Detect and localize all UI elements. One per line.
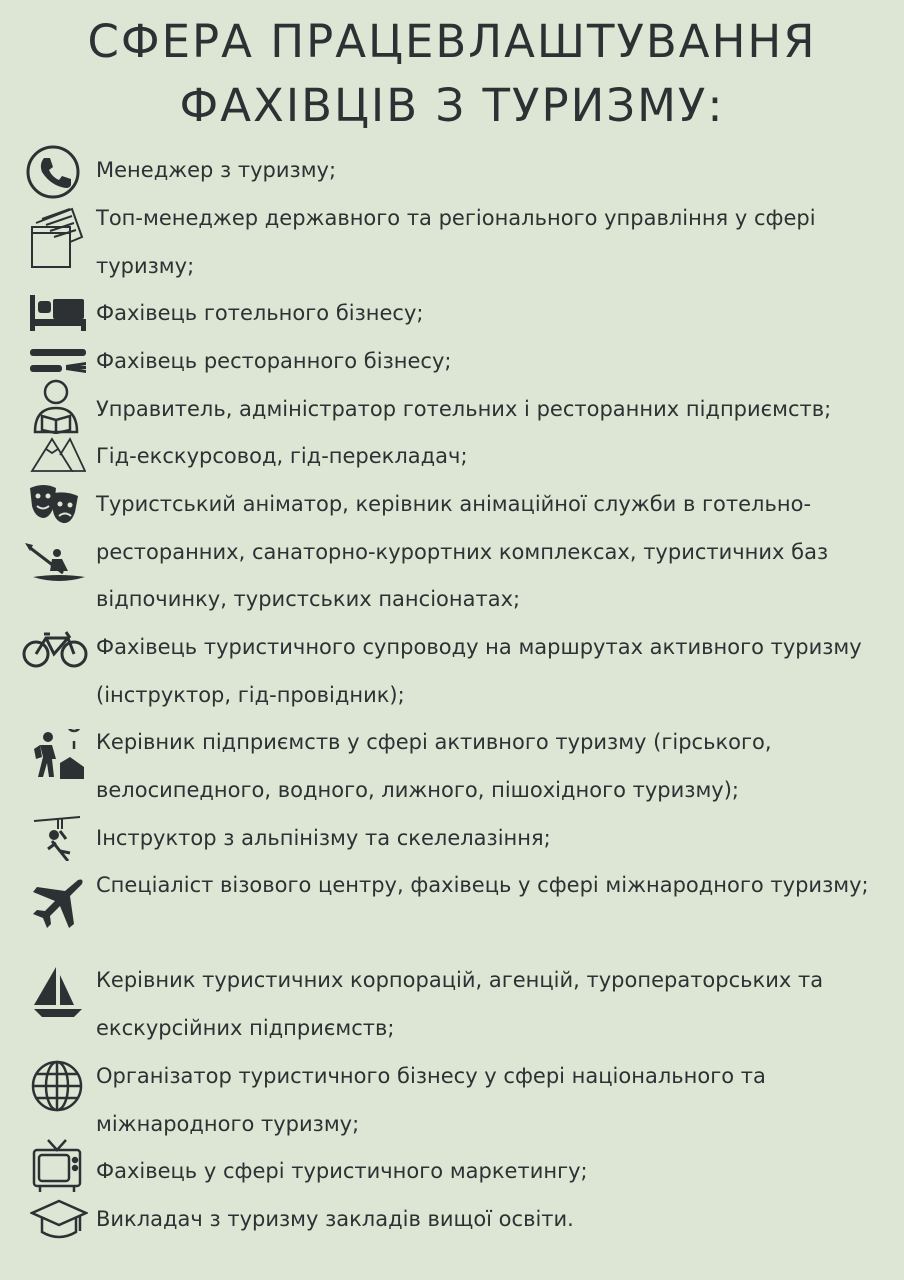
hiker-icon	[34, 729, 86, 781]
bicycle-icon	[22, 628, 88, 668]
list-item-text: Фахівець готельного бізнесу;	[96, 301, 424, 325]
airplane-icon	[32, 878, 84, 930]
list-item-text: Управитель, адміністратор готельних і ресторанних підприємств;	[96, 397, 832, 421]
list-item-text: Організатор туристичного бізнесу у сфері національного та міжнародного туризму;	[96, 1064, 766, 1136]
title-line-2: ФАХІВЦІВ З ТУРИЗМУ:	[179, 79, 725, 132]
sailboat-icon	[30, 965, 86, 1021]
cutlery-icon	[30, 343, 86, 379]
list-item-text: Інструктор з альпінізму та скелелазіння;	[96, 826, 551, 850]
list-item-text: Викладач з туризму закладів вищої освіти.	[96, 1207, 574, 1231]
list-item-text: Туристський аніматор, керівник анімаційної служби в готельно-ресторанних, санаторно-курортних комплексах, туристичних баз відпочинку, туристських пансіонатах;	[96, 492, 829, 611]
reader-person-icon	[32, 378, 80, 434]
list-item-text: Фахівець у сфері туристичного маркетингу;	[96, 1159, 588, 1183]
bed-icon	[30, 293, 86, 333]
graduation-cap-icon	[30, 1199, 88, 1243]
tv-icon	[32, 1138, 82, 1194]
list-item-text: Топ-менеджер державного та регіонального управління у сфері туризму;	[96, 206, 816, 278]
phone-icon	[25, 144, 81, 200]
list-item-text: Менеджер з туризму;	[96, 158, 337, 182]
zipline-icon	[32, 815, 82, 861]
list-item-text: Фахівець ресторанного бізнесу;	[96, 349, 452, 373]
theater-masks-icon	[28, 484, 80, 524]
list-item-text: Керівник туристичних корпорацій, агенцій, туроператорських та екскурсійних підприємств;	[96, 968, 824, 1040]
list-item-text: Спеціаліст візового центру, фахівець у сфері міжнародного туризму;	[96, 873, 869, 897]
kayak-icon	[25, 543, 87, 587]
title-line-1: СФЕРА ПРАЦЕВЛАШТУВАННЯ	[87, 15, 817, 68]
list-item-text: Гід-екскурсовод, гід-перекладач;	[96, 444, 468, 468]
list-item-text: Керівник підприємств у сфері активного туризму (гірського, велосипедного, водного, лижного, пішохідного туризму);	[96, 730, 772, 802]
list-item-text: Фахівець туристичного супроводу на маршрутах активного туризму (інструктор, гід-провідник);	[96, 635, 862, 707]
globe-icon	[30, 1059, 84, 1113]
documents-icon	[26, 199, 86, 269]
mountains-icon	[30, 433, 86, 473]
page-title	[0, 10, 904, 138]
